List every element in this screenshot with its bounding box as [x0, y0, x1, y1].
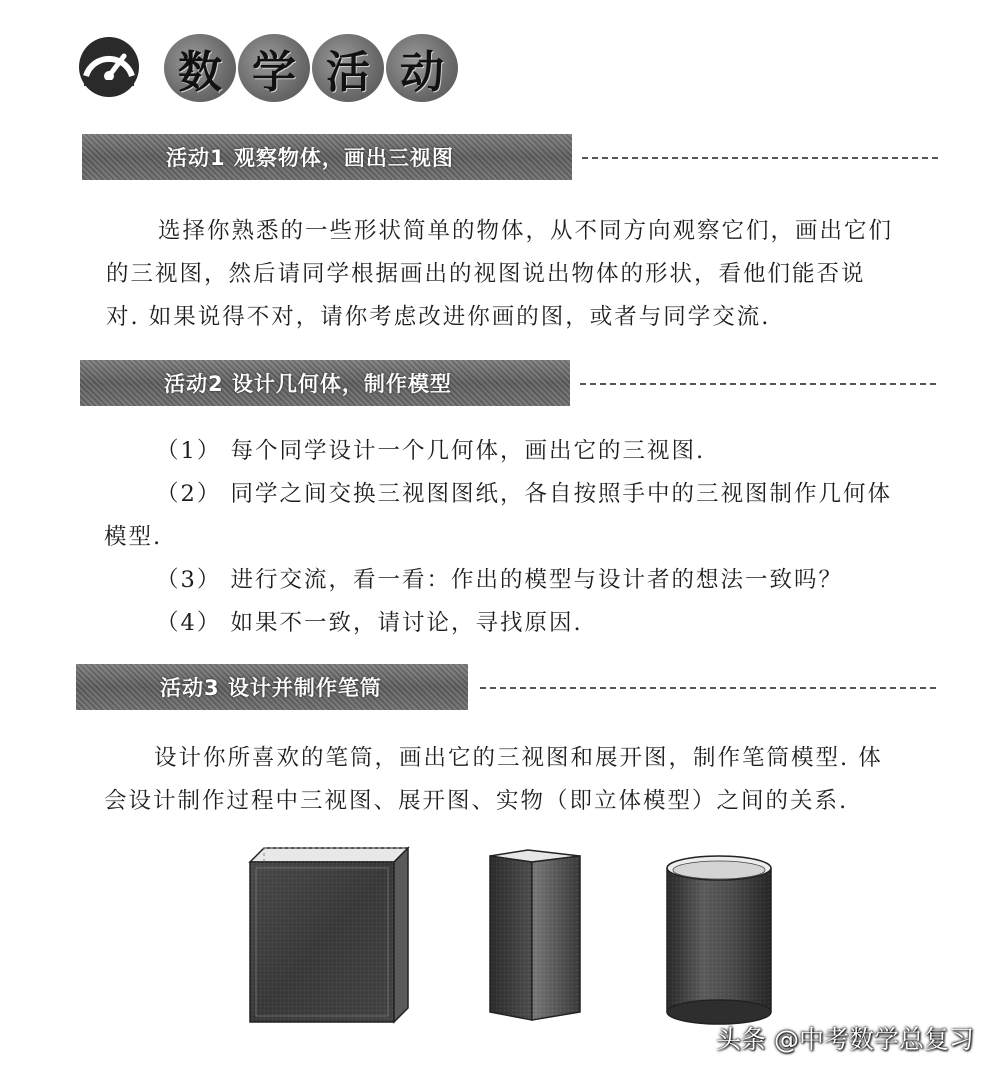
- rectangular-pen-holder: [250, 848, 408, 1022]
- activity1-heading: 活动1 观察物体，画出三视图: [166, 146, 454, 170]
- activity1-line-2: 的三视图，然后请同学根据画出的视图说出物体的形状，看他们能否说: [106, 261, 866, 287]
- activity2-item-1: （1） 每个同学设计一个几何体，画出它的三视图.: [156, 438, 706, 464]
- source-watermark: 头条 @中考数学总复习: [716, 1025, 974, 1054]
- title-char-2: 学: [238, 34, 310, 102]
- activity2-item-2: （2） 同学之间交换三视图图纸，各自按照手中的三视图制作几何体: [156, 481, 892, 507]
- title-char-4: 动: [386, 34, 458, 102]
- activity1-dash-line: [582, 157, 938, 159]
- activity2-dash-line: [580, 383, 936, 385]
- cylindrical-pen-holder: [667, 856, 771, 1024]
- title-char-1: 数: [164, 34, 236, 102]
- activity2-item-4: （4） 如果不一致，请讨论，寻找原因.: [156, 610, 583, 636]
- speedometer-icon: [78, 36, 140, 98]
- activity3-heading-bar: [76, 664, 468, 710]
- activity2-item-3: （3） 进行交流，看一看：作出的模型与设计者的想法一致吗？: [156, 567, 843, 593]
- activity3-line-1: 设计你所喜欢的笔筒，画出它的三视图和展开图，制作笔筒模型. 体: [154, 745, 883, 771]
- activity2-item-2-cont: 模型.: [104, 524, 163, 550]
- activity3-line-2: 会设计制作过程中三视图、展开图、实物（即立体模型）之间的关系.: [104, 788, 849, 814]
- title-char-3: 活: [312, 34, 384, 102]
- activity1-line-3: 对. 如果说得不对，请你考虑改进你画的图，或者与同学交流.: [106, 304, 771, 330]
- section-header: [78, 28, 478, 104]
- activity2-heading-bar: [80, 360, 570, 406]
- activity2-banner: [80, 360, 940, 406]
- activity3-banner: [76, 664, 938, 710]
- activity3-dash-line: [480, 687, 936, 689]
- activity1-heading-bar: [82, 134, 572, 180]
- triangular-prism-pen-holder: [490, 850, 580, 1020]
- activity3-heading: 活动3 设计并制作笔筒: [160, 676, 382, 700]
- activity1-line-1: 选择你熟悉的一些形状简单的物体，从不同方向观察它们，画出它们: [158, 218, 894, 244]
- activity1-banner: [82, 134, 942, 180]
- activity2-heading: 活动2 设计几何体，制作模型: [164, 372, 452, 396]
